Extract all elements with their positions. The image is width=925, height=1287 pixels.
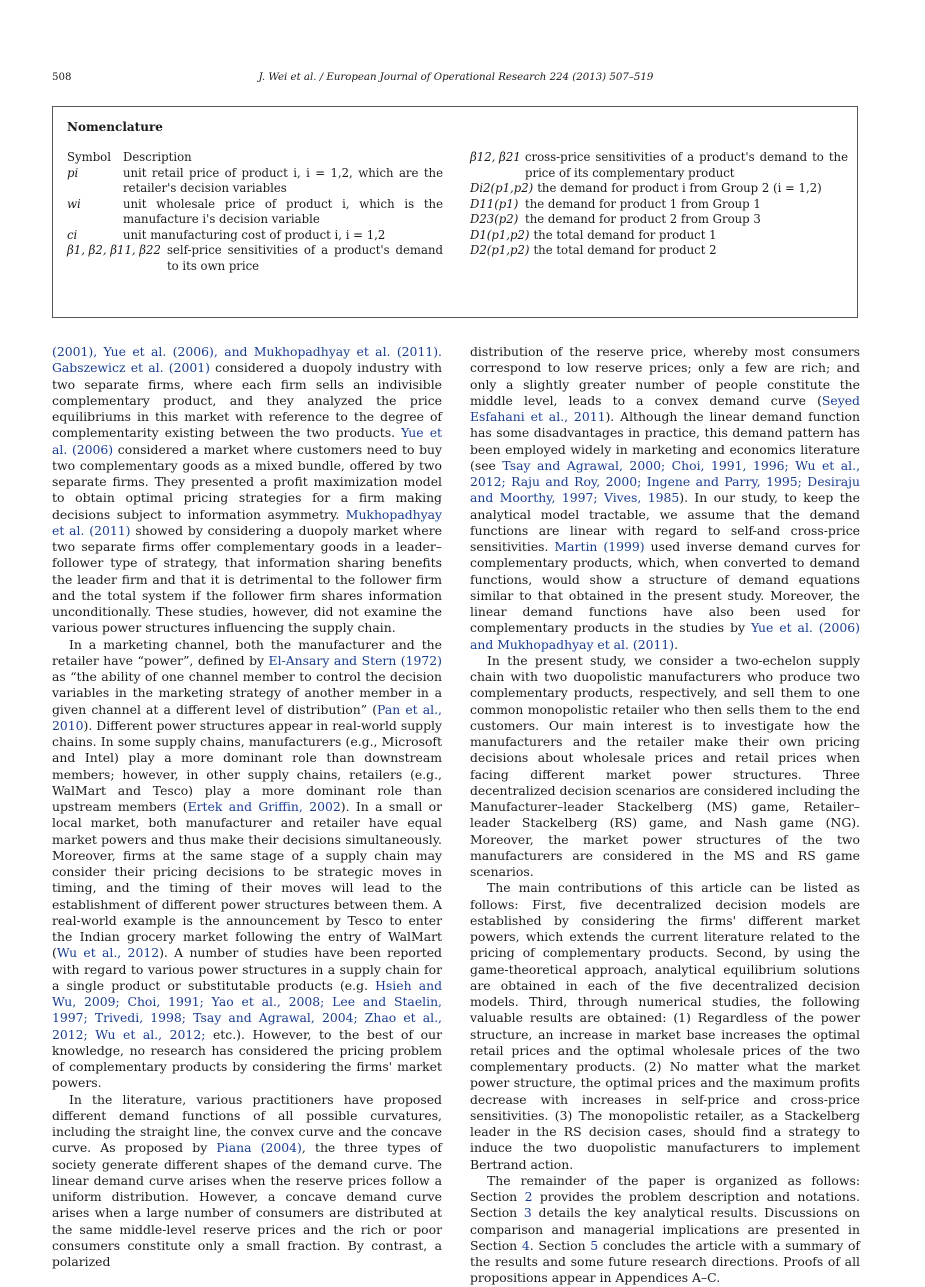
nomenclature-description: the demand for product i from Group 2 (i = 1,2)	[537, 181, 822, 195]
body-text: The remainder of the paper is organized as follows: Section	[470, 1172, 860, 1204]
nomenclature-description: unit wholesale price of product i, which is the manufacture i's decision variable	[123, 196, 443, 226]
nomenclature-symbol: wi	[67, 196, 81, 211]
nomenclature-row	[67, 150, 443, 166]
nomenclature-row	[470, 243, 848, 259]
nomenclature-description: unit retail price of product i, i = 1,2, which are the retailer's decision variables	[123, 165, 443, 195]
body-left-column	[52, 344, 442, 1270]
body-text: ). In our study, to keep the analytical model tractable, we assume that the demand functions are linear with regard to self-and cross-price sensitivities.	[470, 490, 860, 554]
citation-link[interactable]: Pan et al., 2010	[52, 701, 442, 733]
body-text: ). In a small or local market, both manufacturer and retailer have equal market powers and thus make their decisions simultaneously. Moreover, firms at the same stage of a supply chain may consider their pricing decisions to be strategic moves in timing, and the timing of their moves will lead to the establishment of different power structures between them. A real-world example is the announcement by Tesco to enter the Indian grocery market following the entry of WalMart (	[52, 799, 443, 961]
body-text: In the present study, we consider a two-echelon supply chain with two duopolistic manufacturers who produce two complementary products, respectively, and sell them to one common monopolistic retailer who then sells them to the end customers. Our main interest is to investigate how the manufacturers and the retailer make their own pricing decisions about wholesale prices and retail prices when facing different market power structures. Three decentralized decision scenarios are considered including the Manufacturer–leader Stackelberg (MS) game, Retailer–leader Stackelberg (RS) game, and Nash game (NG). Moreover, the market power structures of the two manufacturers are considered in the MS and RS game scenarios.	[470, 652, 860, 879]
paragraph	[470, 344, 860, 653]
nomenclature-description: unit manufacturing cost of product i, i = 1,2	[123, 227, 386, 242]
body-text: , the three types of society generate different shapes of the demand curve. The linear demand curve arises when the reserve prices follow a uniform distribution. However, a concave demand curve arises when a large number of consumers are distributed at the same middle-level reserve prices and the rich or poor consumers constitute only a small fraction. By contrast, a polarized	[52, 1140, 442, 1269]
citation-link[interactable]: Hsieh and Wu, 2009; Choi, 1991; Yao et al., 2008; Lee and Staelin, 1997; Trivedi, 1998; Tsay and Agrawal, 2004; Zhao et al., 2012; Wu et al., 2012;	[52, 977, 442, 1042]
citation-link[interactable]: El-Ansary and Stern (1972)	[268, 652, 443, 668]
citation-link[interactable]: 3	[523, 1205, 532, 1221]
nomenclature-title: Nomenclature	[67, 120, 163, 134]
citation-link[interactable]: 5	[590, 1237, 599, 1253]
body-right-column	[470, 344, 860, 1287]
nomenclature-symbol: β12, β21	[470, 150, 521, 164]
body-text: showed by considering a duopoly market where two separate firms offer complementary goods in a leader–follower type of strategy, that information sharing benefits the leader firm and that it is detrimental to the follower firm and the total system if the follower firm shares information unconditionally. These studies, however, did not examine the various power structures influencing the supply chain.	[52, 522, 442, 636]
nomenclature-description: the demand for product 1 from Group 1	[525, 196, 761, 211]
paragraph	[52, 344, 442, 637]
page-number: 508	[52, 72, 72, 83]
body-text: considered a market where customers need to buy two complementary goods as a mixed bundle, offered by two separate firms. They presented a profit maximization model to obtain optimal pricing strategies for a firm making decisions subject to information asymmetry.	[52, 441, 442, 522]
citation-link[interactable]: Yue et al. (2006) and Mukhopadhyay et al. (2011)	[470, 620, 860, 652]
nomenclature-description: Description	[123, 150, 192, 164]
body-text: considered a duopoly industry with two separate firms, where each firm sells an indivisible complementary product, and they analyzed the price equilibriums in this market with reference to the degree of complementarity existing between the two products.	[52, 360, 442, 441]
body-text: . Section	[529, 1237, 591, 1253]
nomenclature-row	[67, 228, 443, 244]
citation-link[interactable]: Tsay and Agrawal, 2000; Choi, 1991, 1996; Wu et al., 2012; Raju and Roy, 2000; Ingene and Parry, 1995; Desiraju and Moorthy, 1997; Vives, 1985	[470, 457, 861, 506]
nomenclature-symbol: D2(p1,p2)	[470, 243, 530, 257]
citation-link[interactable]: Mukhopadhyay et al. (2011)	[52, 506, 442, 538]
paragraph	[52, 637, 442, 1092]
citation-link[interactable]: (2001), Yue et al. (2006), and Mukhopadhyay et al. (2011). Gabszewicz et al. (2001)	[52, 344, 442, 376]
nomenclature-left-column	[67, 150, 443, 274]
nomenclature-symbol: ci	[67, 227, 78, 242]
nomenclature-symbol: Di2(p1,p2)	[470, 181, 534, 195]
body-text: used inverse demand curves for complementary products, which, when converted to demand functions, would show a structure of demand equations similar to that obtained in the present study. Moreover, the linear demand functions have also been used for complementary products in the studies by	[470, 539, 860, 636]
page-header	[52, 72, 860, 88]
nomenclature-description: the total demand for product 1	[533, 227, 717, 242]
paragraph	[52, 1092, 442, 1271]
body-text: The main contributions of this article can be listed as follows: First, five decentralized decision models are established by considering the firms' different market powers, which extends the current literature related to the pricing of complementary products. Second, by using the game-theoretical approach, analytical equilibrium solutions are obtained in each of the five decentralized decision models. Third, through numerical studies, the following valuable results are obtained: (1) Regardless of the power structure, an increase in market base increases the optimal retail prices and the optimal wholesale prices of the two complementary products. (2) No matter what the market power structure, the optimal prices and the maximum profits decrease with increases in self-price and cross-price sensitivities. (3) The monopolistic retailer, as a Stackelberg leader in the RS decision cases, should find a strategy to induce the two duopolistic manufacturers to implement Bertrand action.	[470, 880, 860, 1172]
body-text: .	[674, 636, 679, 652]
nomenclature-description: the total demand for product 2	[533, 243, 717, 257]
citation-link[interactable]: 2	[524, 1189, 533, 1204]
nomenclature-symbol: β1, β2, β11, β22	[67, 243, 161, 257]
nomenclature-symbol: pi	[67, 165, 79, 180]
body-text: as “the ability of one channel member to control the decision variables in the marketing strategy of another member in a given channel at a different level of distribution” (	[52, 669, 442, 717]
paragraph	[470, 1173, 860, 1287]
nomenclature-row	[67, 166, 443, 197]
citation-link[interactable]: Ertek and Griffin, 2002	[187, 799, 341, 814]
body-text: In the literature, various practitioners have proposed different demand functions of all possible curvatures, including the straight line, the convex curve and the concave curve. As proposed by	[52, 1091, 442, 1156]
nomenclature-symbol: D11(p1)	[470, 196, 519, 211]
nomenclature-row	[470, 197, 848, 213]
body-text: etc.). However, to the best of our knowledge, no research has considered the pricing problem of complementary products by considering the firms' market powers.	[52, 1026, 442, 1091]
nomenclature-description: cross-price sensitivities of a product's demand to the price of its complementary product	[525, 150, 848, 180]
body-text: provides the problem description and notations. Section	[470, 1189, 860, 1221]
nomenclature-row	[470, 228, 848, 244]
body-text: distribution of the reserve price, whereby most consumers correspond to low reserve prices; only a few are rich; and only a slightly greater number of people constitute the middle level, leads to a convex demand curve (	[470, 344, 860, 408]
nomenclature-row	[470, 181, 848, 197]
body-text: details the key analytical results. Discussions on comparison and managerial implications are presented in Section	[470, 1205, 860, 1253]
nomenclature-description: self-price sensitivities of a product's demand to its own price	[166, 243, 443, 273]
nomenclature-symbol: Symbol	[67, 150, 111, 164]
running-head: J. Wei et al. / European Journal of Operational Research 224 (2013) 507–519	[258, 72, 654, 83]
nomenclature-symbol: D1(p1,p2)	[470, 227, 530, 242]
nomenclature-description: the demand for product 2 from Group 3	[525, 212, 761, 226]
nomenclature-symbol: D23(p2)	[470, 212, 519, 226]
body-text: concludes the article with a summary of the results and some future research directions. Proofs of all propositions appear in Appendices A–C.	[470, 1237, 860, 1286]
nomenclature-row	[67, 197, 443, 228]
nomenclature-right-column	[470, 150, 848, 259]
citation-link[interactable]: 4	[521, 1237, 530, 1253]
paragraph	[470, 653, 860, 881]
body-text: ). Different power structures appear in real-world supply chains. In some supply chains, manufacturers (e.g., Microsoft and Intel) play a more dominant role than downstream members; however, in other supply chains, retailers (e.g., WalMart and Tesco) play a more dominant role than upstream members (	[52, 717, 442, 814]
citation-link[interactable]: Martin (1999)	[554, 539, 645, 554]
body-text: ). Although the linear demand function has some disadvantages in practice, this demand pattern has been employed widely in marketing and economics literature (see	[470, 409, 860, 473]
citation-link[interactable]: Wu et al., 2012	[56, 945, 160, 961]
nomenclature-row	[67, 243, 443, 274]
paragraph	[470, 880, 860, 1173]
citation-link[interactable]: Seyed Esfahani et al., 2011	[470, 392, 860, 424]
body-text: ). A number of studies have been reported with regard to various power structures in a supply chain for a single product or substitutable products (e.g.	[52, 945, 442, 993]
body-text: In a marketing channel, both the manufacturer and the retailer have “power”, defined by	[52, 636, 442, 668]
citation-link[interactable]: Piana (2004)	[216, 1140, 302, 1156]
nomenclature-row	[470, 212, 848, 228]
nomenclature-box	[52, 106, 858, 318]
citation-link[interactable]: Yue et al. (2006)	[52, 425, 443, 457]
nomenclature-row	[470, 150, 848, 181]
